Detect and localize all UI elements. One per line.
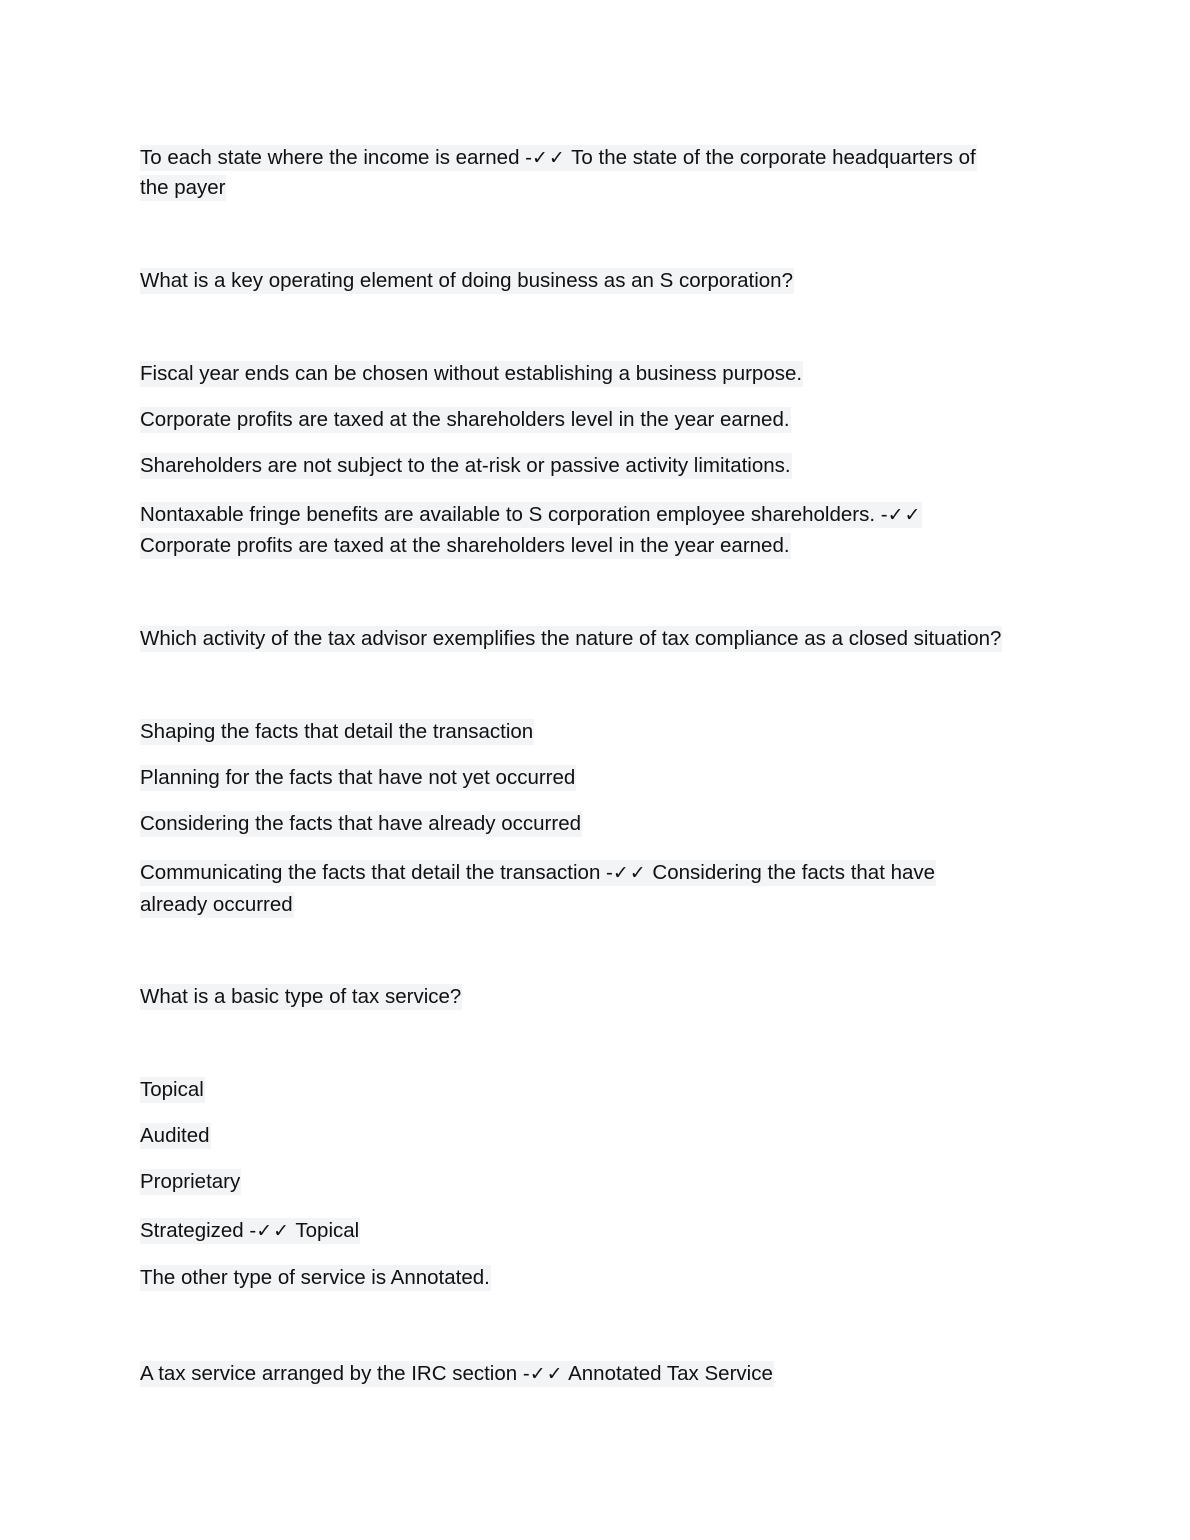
checkmark-icon: ✓✓	[532, 147, 566, 169]
answer-line-continued: Corporate profits are taxed at the shareholders level in the year earned.	[140, 534, 790, 557]
question-text: Which activity of the tax advisor exemplifies the nature of tax compliance as a closed situation?	[140, 627, 1002, 650]
question-text: What is a basic type of tax service?	[140, 985, 462, 1008]
answer-line	[140, 499, 922, 531]
option-text: Proprietary	[140, 1170, 241, 1193]
option-text: Fiscal year ends can be chosen without establishing a business purpose.	[140, 362, 803, 385]
checkmark-icon: ✓✓	[529, 1363, 564, 1385]
option-text: Topical	[140, 1078, 204, 1101]
option-text: Audited	[140, 1124, 210, 1147]
question-text: What is a key operating element of doing business as an S corporation?	[140, 269, 793, 292]
checkmark-icon: ✓✓	[612, 862, 647, 884]
option-text: Shareholders are not subject to the at-risk or passive activity limitations.	[140, 454, 791, 477]
answer-text: A tax service arranged by the IRC section -✓✓ Annotated Tax Service	[140, 1362, 773, 1385]
answer-text: To each state where the income is earned -✓✓ To the state of the corporate headquarters of	[140, 146, 976, 169]
explanation-text: The other type of service is Annotated.	[140, 1266, 490, 1289]
checkmark-icon: ✓✓	[256, 1220, 291, 1242]
answer-line	[140, 1358, 774, 1390]
option-text: Corporate profits are taxed at the shareholders level in the year earned.	[140, 408, 790, 431]
answer-text: Strategized -✓✓ Topical	[140, 1219, 360, 1242]
answer-text: Communicating the facts that detail the transaction -✓✓ Considering the facts that have	[140, 861, 936, 884]
answer-line	[140, 1215, 360, 1247]
checkmark-icon: ✓✓	[887, 504, 922, 526]
answer-line	[140, 857, 936, 889]
answer-line-continued: already occurred	[140, 893, 293, 916]
answer-line	[140, 142, 977, 174]
option-text: Planning for the facts that have not yet occurred	[140, 766, 576, 789]
answer-line-continued: the payer	[140, 176, 226, 199]
option-text: Shaping the facts that detail the transaction	[140, 720, 534, 743]
option-text: Considering the facts that have already occurred	[140, 812, 582, 835]
answer-text: Nontaxable fringe benefits are available to S corporation employee shareholders. -✓✓	[140, 503, 922, 526]
